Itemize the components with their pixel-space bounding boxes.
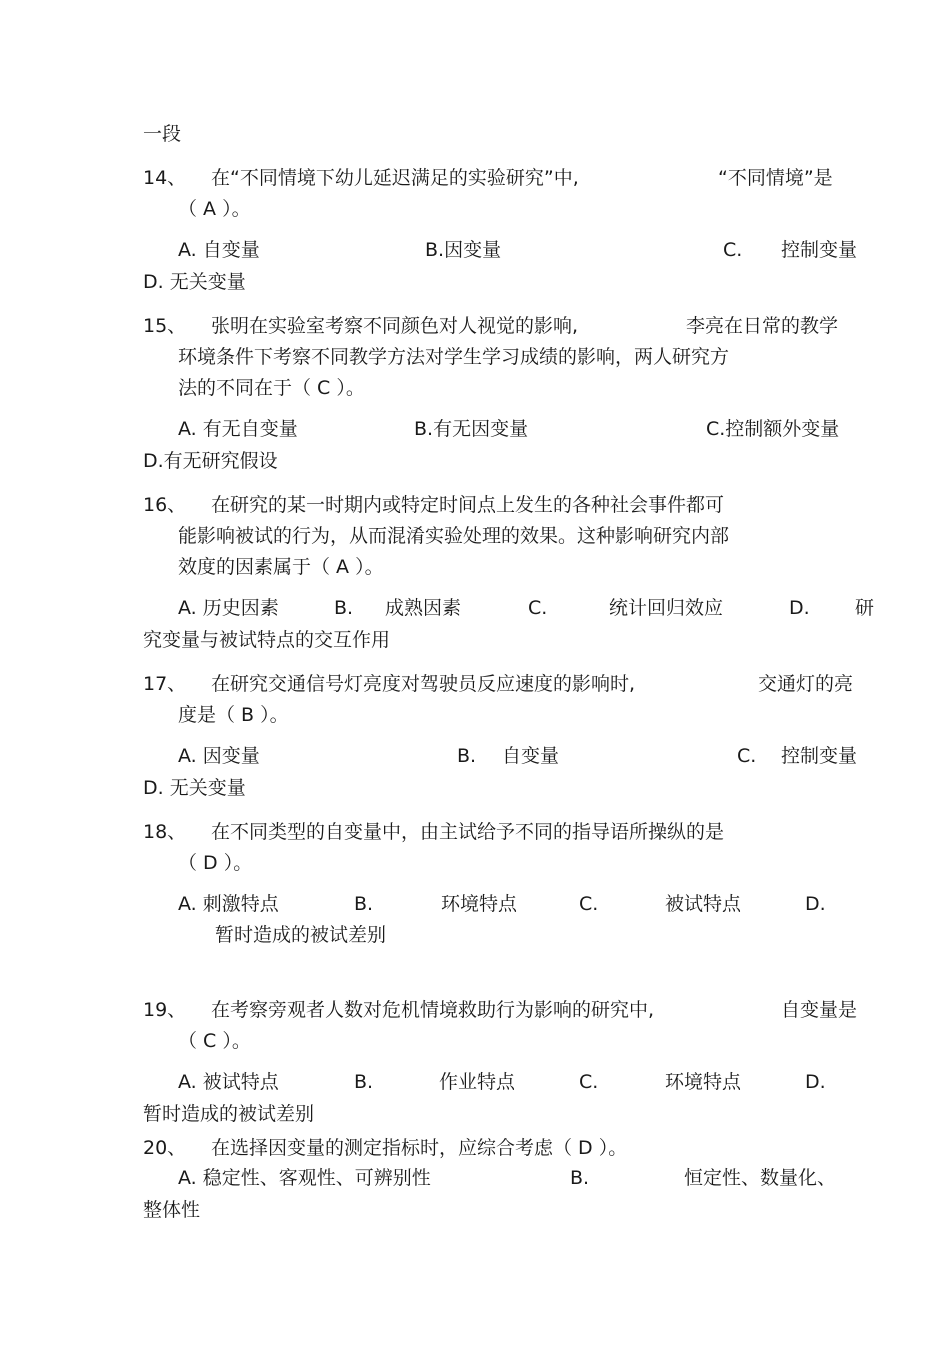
text-line: D. 无关变量: [143, 777, 246, 799]
text-line: 16、: [143, 494, 187, 516]
text-line: D.: [805, 1071, 826, 1093]
text-line: （ D ）。: [178, 852, 253, 874]
text-line: A. 刺激特点: [178, 893, 279, 915]
text-line: 法的不同在于（ C ）。: [178, 377, 365, 399]
text-line: B.: [354, 1071, 374, 1093]
text-line: 暂时造成的被试差别: [143, 1103, 315, 1125]
text-line: 度是（ B ）。: [178, 704, 289, 726]
text-line: 在研究交通信号灯亮度对驾驶员反应速度的影响时,: [211, 673, 636, 695]
text-line: 被试特点: [665, 893, 742, 915]
text-line: C.: [579, 893, 599, 915]
text-line: D.: [805, 893, 826, 915]
text-line: D.: [789, 597, 810, 619]
text-line: A. 有无自变量: [178, 418, 298, 440]
text-line: 在不同类型的自变量中，由主试给予不同的指导语所操纵的是: [211, 821, 725, 843]
text-line: A. 自变量: [178, 239, 260, 261]
text-line: 能影响被试的行为，从而混淆实验处理的效果。这种影响研究内部: [178, 525, 730, 547]
text-line: （ A ）。: [178, 198, 251, 220]
text-line: D. 无关变量: [143, 271, 246, 293]
text-line: C.: [579, 1071, 599, 1093]
text-line: 17、: [143, 673, 187, 695]
text-line: 成熟因素: [385, 597, 462, 619]
text-line: 究变量与被试特点的交互作用: [143, 629, 391, 651]
text-line: 作业特点: [439, 1071, 516, 1093]
text-line: “不同情境”是: [718, 167, 833, 189]
text-line: 恒定性、数量化、: [684, 1167, 837, 1189]
text-line: 在“不同情境下幼儿延迟满足的实验研究”中,: [211, 167, 579, 189]
text-line: 研: [855, 597, 875, 619]
text-line: （ C ）。: [178, 1030, 251, 1052]
text-line: D.有无研究假设: [143, 450, 278, 472]
text-line: 环境特点: [665, 1071, 742, 1093]
text-line: 环境特点: [441, 893, 518, 915]
text-line: A. 历史因素: [178, 597, 279, 619]
text-line: B.: [354, 893, 374, 915]
text-line: C.控制额外变量: [706, 418, 840, 440]
text-line: A. 稳定性、客观性、可辨别性: [178, 1167, 431, 1189]
text-line: 张明在实验室考察不同颜色对人视觉的影响,: [211, 315, 579, 337]
text-line: 控制变量: [781, 745, 858, 767]
text-line: B.: [570, 1167, 590, 1189]
text-line: 在选择因变量的测定指标时，应综合考虑（ D ）。: [211, 1137, 628, 1159]
text-line: C.: [528, 597, 548, 619]
text-line: 统计回归效应: [609, 597, 724, 619]
text-line: B.因变量: [425, 239, 502, 261]
text-line: 环境条件下考察不同教学方法对学生学习成绩的影响，两人研究方: [178, 346, 730, 368]
text-line: 暂时造成的被试差别: [215, 924, 387, 946]
text-line: 整体性: [143, 1199, 201, 1221]
text-line: 19、: [143, 999, 187, 1021]
text-line: C.: [723, 239, 743, 261]
text-line: 自变量是: [781, 999, 858, 1021]
text-line: C.: [737, 745, 757, 767]
text-line: A. 因变量: [178, 745, 260, 767]
text-line: 李亮在日常的教学: [686, 315, 839, 337]
text-line: B.: [457, 745, 477, 767]
text-line: 15、: [143, 315, 187, 337]
text-line: 在考察旁观者人数对危机情境救助行为影响的研究中,: [211, 999, 655, 1021]
text-line: 交通灯的亮: [758, 673, 854, 695]
text-line: 控制变量: [781, 239, 858, 261]
text-line: 14、: [143, 167, 187, 189]
text-line: 在研究的某一时期内或特定时间点上发生的各种社会事件都可: [211, 494, 725, 516]
text-line: B.有无因变量: [414, 418, 529, 440]
text-line: A. 被试特点: [178, 1071, 279, 1093]
text-line: 20、: [143, 1137, 187, 1159]
text-line: 18、: [143, 821, 187, 843]
text-line: 一段: [143, 123, 182, 145]
text-line: 自变量: [502, 745, 560, 767]
text-line: B.: [334, 597, 354, 619]
text-line: 效度的因素属于（ A ）。: [178, 556, 384, 578]
